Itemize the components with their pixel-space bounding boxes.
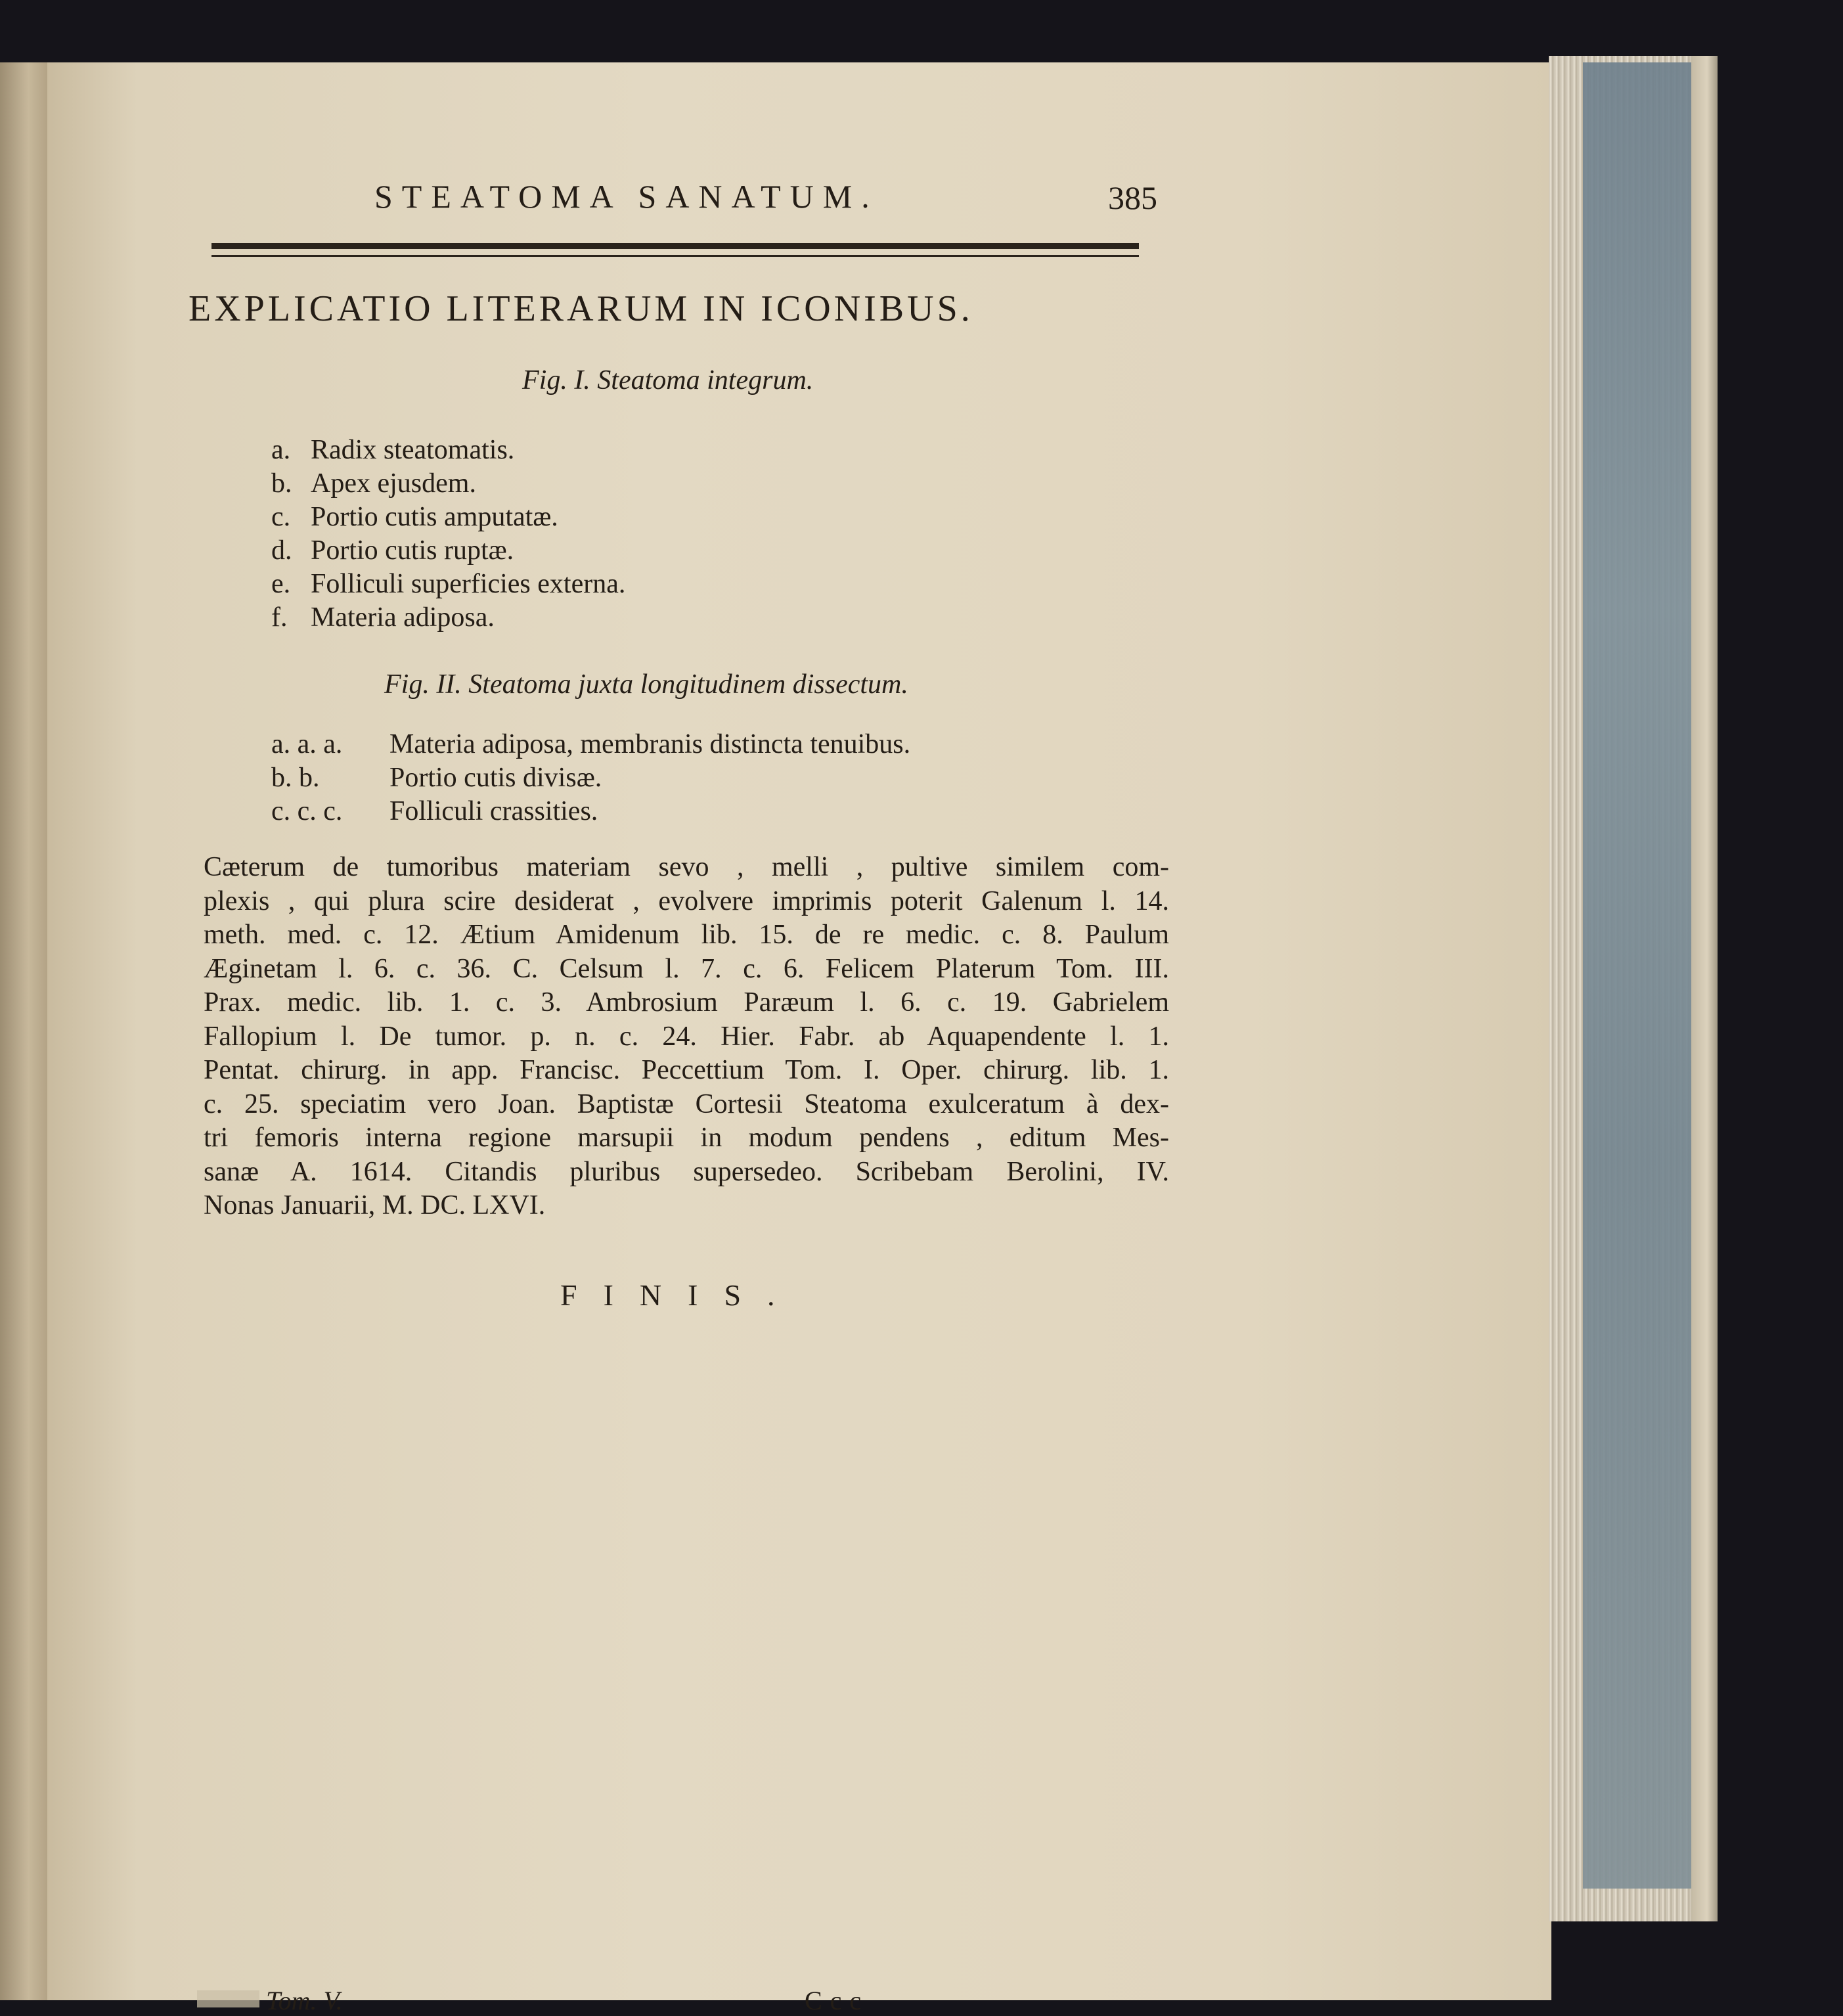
legend-item <box>271 601 625 635</box>
header-rule-thin <box>211 255 1139 257</box>
legend-text: Folliculi crassities. <box>389 796 598 826</box>
legend-key: d. <box>271 535 292 566</box>
legend-key: a. <box>271 435 291 465</box>
figure2-legend <box>271 728 910 828</box>
legend-item <box>271 467 625 501</box>
signature-mark: Ccc <box>805 1986 870 2015</box>
body-line: meth. med. c. 12. Ætium Amidenum lib. 15. de re medic. c. 8. Paulum <box>204 920 1169 950</box>
legend-item <box>271 728 910 761</box>
legend-key: a. a. a. <box>271 729 343 759</box>
body-line: tri femoris interna regione marsupii in modum pendens , editum Mes- <box>204 1123 1169 1153</box>
legend-key: b. b. <box>271 763 320 793</box>
body-line: c. 25. speciatim vero Joan. Baptistæ Cortesii Steatoma exulceratum à dex- <box>204 1088 1169 1119</box>
body-line: Nonas Januarii, M. DC. LXVI. <box>204 1190 546 1221</box>
body-line: Prax. medic. lib. 1. c. 3. Ambrosium Paræum l. 6. c. 19. Gabrielem <box>204 987 1169 1018</box>
body-line: Æginetam l. 6. c. 36. C. Celsum l. 7. c. 6. Felicem Platerum Tom. III. <box>204 953 1169 984</box>
legend-key: e. <box>271 569 291 599</box>
body-paragraph <box>204 851 1169 1223</box>
page-header <box>374 177 1163 223</box>
body-line: sanæ A. 1614. Citandis pluribus supersedeo. Scribebam Berolini, IV. <box>204 1156 1169 1187</box>
legend-item <box>271 568 625 601</box>
legend-item <box>271 534 625 568</box>
volume-mark: Tom. V. <box>266 1986 343 2015</box>
figure1-caption: Fig. I. Steatoma integrum. <box>522 365 814 395</box>
page-block-edge-coloring <box>1583 62 1691 1889</box>
legend-key: c. <box>271 502 291 532</box>
page-block-fore-edge <box>1691 56 1718 1921</box>
legend-text: Apex ejusdem. <box>311 468 476 499</box>
facing-page-edge <box>0 62 47 2000</box>
figure2-caption: Fig. II. Steatoma juxta longitudinem dissectum. <box>384 669 908 700</box>
ink-smudge <box>197 1990 259 2007</box>
legend-text: Materia adiposa, membranis distincta tenuibus. <box>389 729 911 759</box>
legend-item <box>271 795 910 828</box>
legend-key: b. <box>271 468 292 499</box>
legend-item <box>271 434 625 467</box>
legend-key: c. c. c. <box>271 796 343 826</box>
section-title: EXPLICATIO LITERARUM IN ICONIBUS. <box>189 288 973 329</box>
legend-text: Radix steatomatis. <box>311 435 515 465</box>
running-head: STEATOMA SANATUM. <box>374 178 879 215</box>
body-line: Cæterum de tumoribus materiam sevo , melli , pultive similem com- <box>204 852 1169 882</box>
legend-text: Portio cutis ruptæ. <box>311 535 514 566</box>
legend-item <box>271 761 910 795</box>
body-line: plexis , qui plura scire desiderat , evolvere imprimis poterit Galenum l. 14. <box>204 885 1169 916</box>
figure1-legend <box>271 434 625 635</box>
legend-text: Folliculi superficies externa. <box>311 569 626 599</box>
finis: FINIS. <box>560 1278 801 1312</box>
legend-text: Portio cutis divisæ. <box>389 763 602 793</box>
legend-item <box>271 501 625 534</box>
body-line: Fallopium l. De tumor. p. n. c. 24. Hier. Fabr. ab Aquapendente l. 1. <box>204 1021 1169 1052</box>
legend-text: Portio cutis amputatæ. <box>311 502 558 532</box>
legend-text: Materia adiposa. <box>311 602 495 633</box>
page-number: 385 <box>1108 179 1157 216</box>
header-rule-thick <box>211 243 1139 249</box>
body-line: Pentat. chirurg. in app. Francisc. Peccettium Tom. I. Oper. chirurg. lib. 1. <box>204 1055 1169 1085</box>
legend-key: f. <box>271 602 288 633</box>
